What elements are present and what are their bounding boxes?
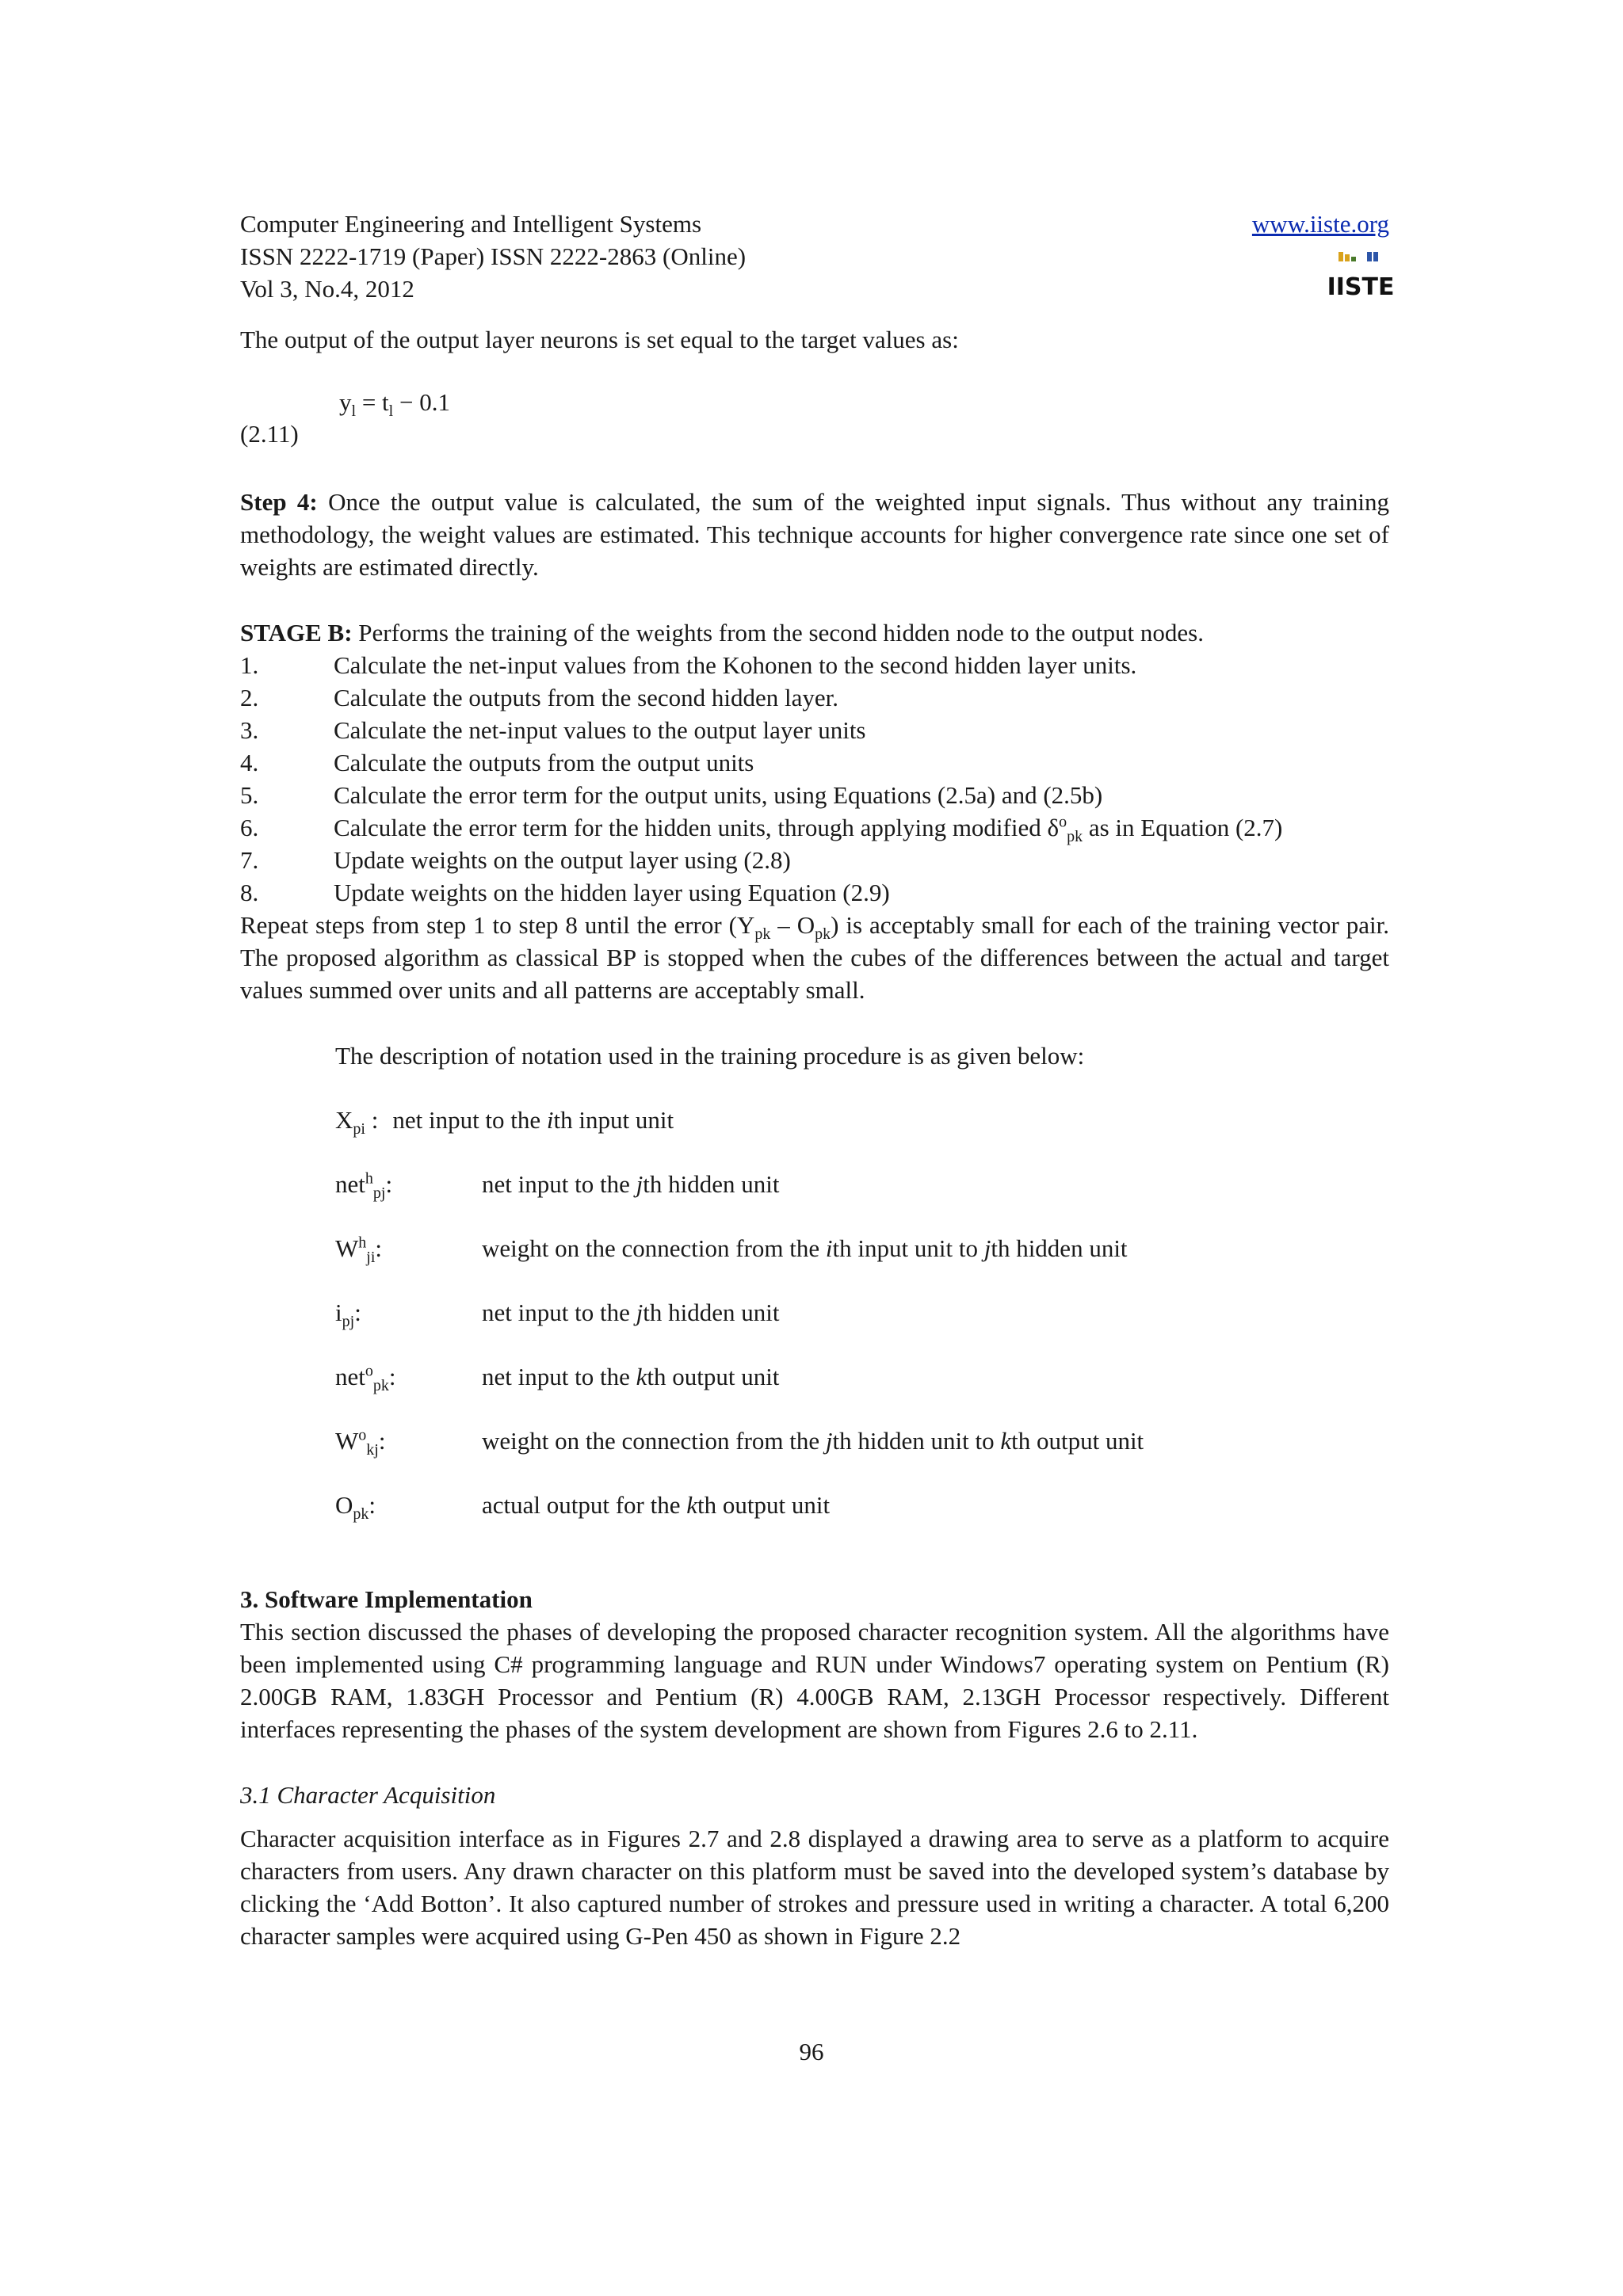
equation-number: (2.11) <box>240 420 299 448</box>
list-item: 1. Calculate the net-input values from the Kohonen to the second hidden layer units. <box>240 651 1137 679</box>
journal-volume: Vol 3, No.4, 2012 <box>240 275 414 303</box>
notation-intro: The description of notation used in the training procedure is as given below: <box>335 1042 1085 1070</box>
notation-definition: weight on the connection from the ith input unit to jth hidden unit <box>482 1234 1128 1262</box>
section-3-1-heading: 3.1 Character Acquisition <box>240 1781 496 1809</box>
repeat-paragraph: Repeat steps from step 1 to step 8 until the error $(Y_{pk} - O_{pk})$ is acceptably small for each of the training vector pair. The proposed algorithm as classical BP is stopped when the cubes of the differences between the actual and target values summed over units and all patterns are acceptably small. <box>240 911 1389 1004</box>
notation-row <box>335 1104 1389 1168</box>
journal-title: Computer Engineering and Intelligent Systems <box>240 210 702 238</box>
section-3-paragraph: This section discussed the phases of developing the proposed character recognition system. All the algorithms have been implemented using C# programming language and RUN under Windows7 operating system on Pentium (R) 2.00GB RAM, 1.83GH Processor and Pentium (R) 4.00GB RAM, 2.13GH Processor respectively. Different interfaces representing the phases of the system development are shown from Figures 2.6 to 2.11. <box>240 1618 1389 1743</box>
notation-row <box>335 1425 1389 1489</box>
website-link[interactable]: www.iiste.org <box>1251 210 1389 238</box>
list-item: 6. Calculate the error term for the hidden units, through applying modified $\delta^o_{pk}$ as in Equation (2.7) <box>240 813 1283 846</box>
svg-text:IISTE: IISTE <box>1327 273 1395 301</box>
stageb-steps-list <box>240 649 1389 909</box>
stageb-heading: STAGE B: Performs the training of the weights from the second hidden node to the output nodes. <box>240 619 1204 646</box>
journal-header <box>240 208 1395 309</box>
list-item: 8. Update weights on the hidden layer using Equation (2.9) <box>240 879 890 906</box>
notation-definition: net input to the ith input unit <box>392 1106 674 1134</box>
notation-symbol: $i_{pj}$: <box>335 1299 361 1331</box>
notation-definition: actual output for the kth output unit <box>482 1491 831 1519</box>
section-3-heading: 3. Software Implementation <box>240 1585 533 1613</box>
notation-row <box>335 1168 1389 1232</box>
output-layer-intro: The output of the output layer neurons is set equal to the target values as: <box>240 326 959 353</box>
notation-symbol: net$^h_{pj}$: <box>335 1169 393 1203</box>
notation-definition: net input to the jth hidden unit <box>482 1170 780 1198</box>
notation-row <box>335 1232 1389 1296</box>
iiste-logo-icon <box>1327 250 1395 301</box>
list-item: 2. Calculate the outputs from the second hidden layer. <box>240 684 839 711</box>
notation-row <box>335 1296 1389 1360</box>
notation-definition: weight on the connection from the jth hidden unit to kth output unit <box>482 1427 1144 1455</box>
notation-symbol: net$^o_{pk}$: <box>335 1362 396 1395</box>
equation-expression: $y_l = t_l - 0.1$ <box>339 388 450 421</box>
notation-row <box>335 1489 1389 1553</box>
journal-issn: ISSN 2222-1719 (Paper) ISSN 2222-2863 (Online) <box>240 242 747 270</box>
step4-paragraph: Step 4: Once the output value is calculated, the sum of the weighted input signals. Thus without any training methodology, the weight values are estimated. This technique accounts for higher convergence rate since one set of weights are estimated directly. <box>240 488 1389 581</box>
list-item: 4. Calculate the outputs from the output units <box>240 749 754 776</box>
notation-symbol: $W^o_{kj}$: <box>335 1426 386 1459</box>
list-item: 5. Calculate the error term for the output units, using Equations (2.5a) and (2.5b) <box>240 781 1103 809</box>
notation-definition: net input to the kth output unit <box>482 1363 780 1390</box>
notation-row <box>335 1360 1389 1425</box>
notation-section <box>240 1039 1389 1553</box>
equation-2-11 <box>240 386 1389 452</box>
notation-definition: net input to the jth hidden unit <box>482 1299 780 1326</box>
list-item: 3. Calculate the net-input values to the output layer units <box>240 716 866 744</box>
notation-symbol: $X_{pi}$ : <box>335 1106 379 1138</box>
list-item: 7. Update weights on the output layer using (2.8) <box>240 846 791 874</box>
paper-page <box>240 208 1395 1952</box>
notation-symbol: $W^h_{ji}$: <box>335 1234 383 1267</box>
section-3-1-paragraph: Character acquisition interface as in Figures 2.7 and 2.8 displayed a drawing area to serve as a platform to acquire characters from users. Any drawn character on this platform must be saved into the developed system’s database by clicking the ‘Add Botton’. It also captured number of strokes and pressure used in writing a character. A total 6,200 character samples were acquired using G-Pen 450 as shown in Figure 2.2 <box>240 1825 1389 1950</box>
page-number: 96 <box>799 2038 824 2065</box>
notation-symbol: $O_{pk}$: <box>335 1491 376 1524</box>
